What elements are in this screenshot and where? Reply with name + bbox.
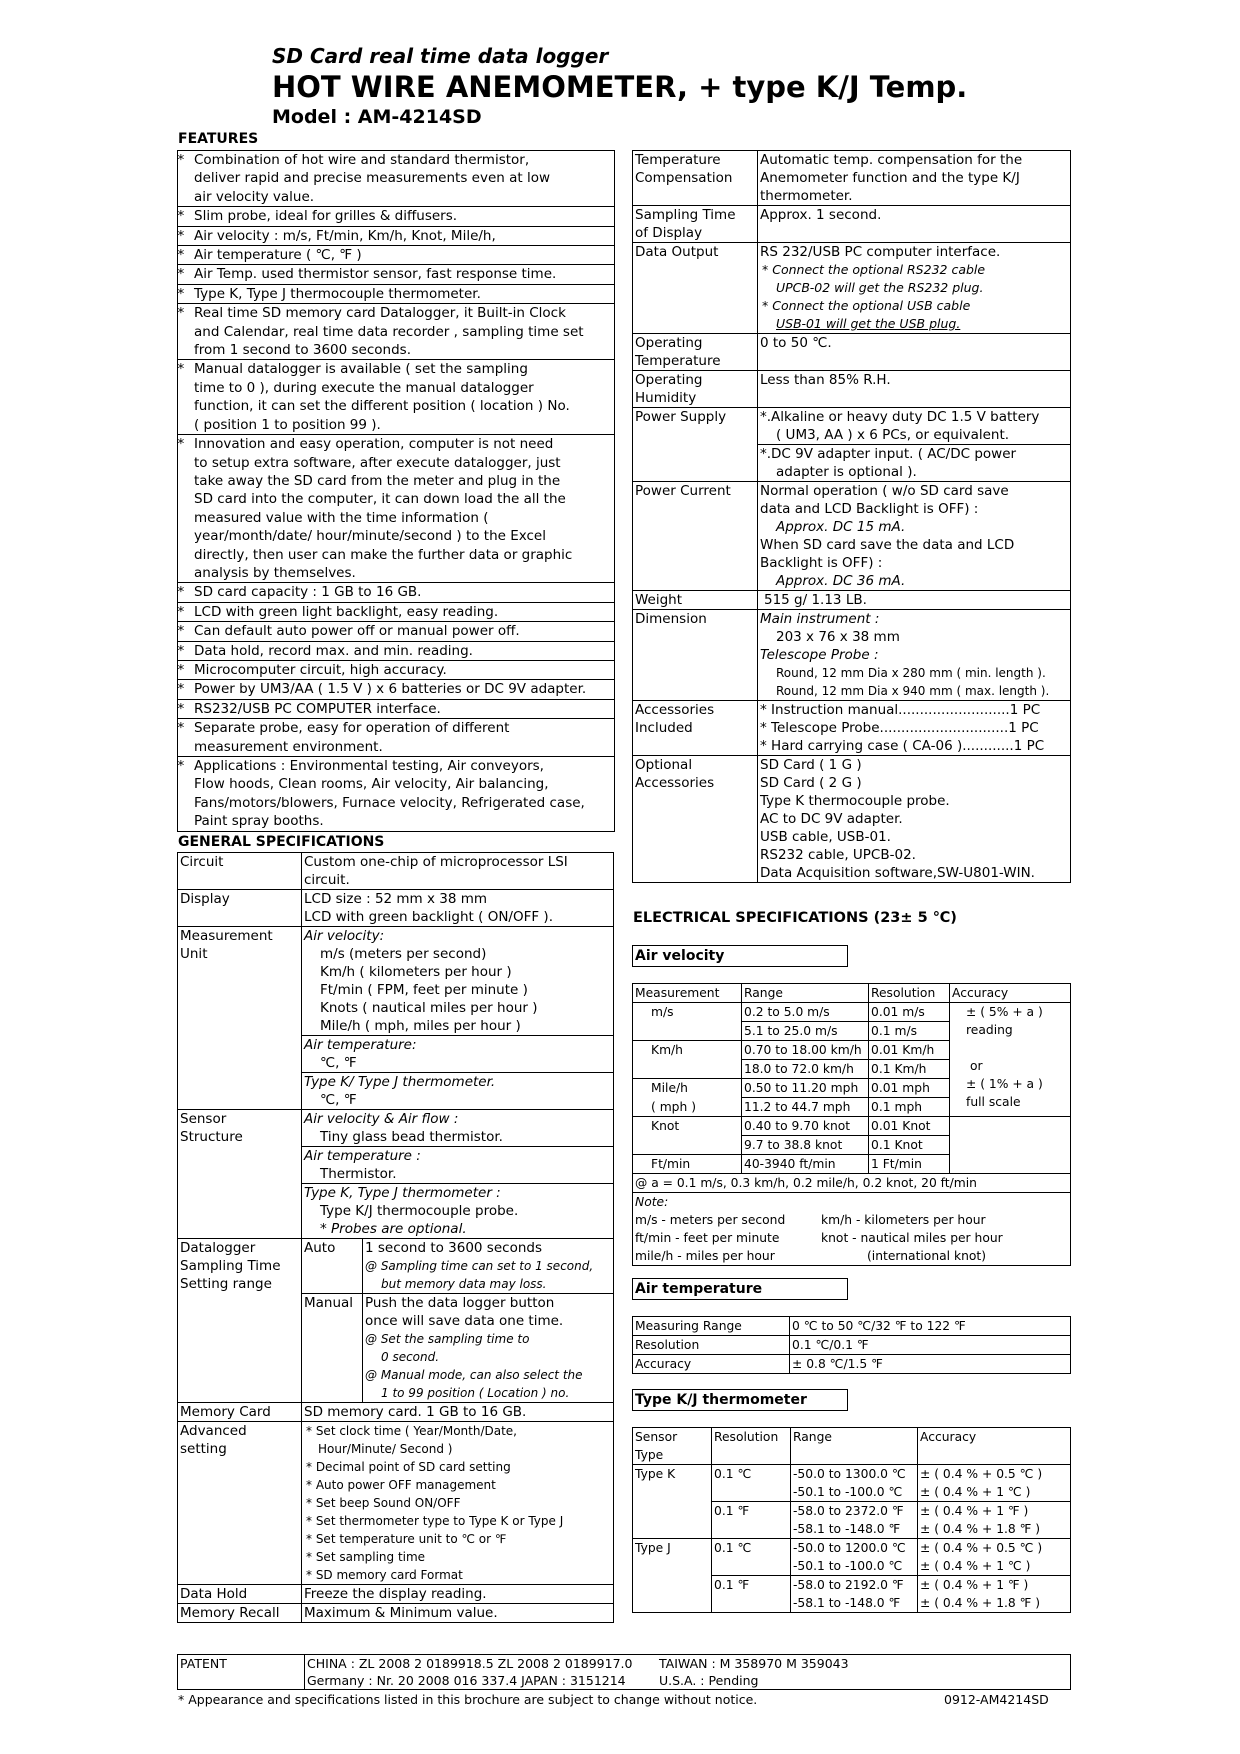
feature-text: * Slim probe, ideal for grilles & diffusers. — [178, 207, 615, 226]
spec-sublabel: Auto — [302, 1239, 363, 1294]
av-cell: Knot — [633, 1117, 742, 1136]
feature-text: * RS232/USB PC COMPUTER interface. — [178, 699, 615, 718]
features-table — [177, 150, 615, 832]
spec-label: Weight — [633, 591, 758, 610]
feature-text: * Innovation and easy operation, computer is not need to setup extra software, after execute datalogger, just take away the SD card from the meter and plug in the SD card into the computer, it can down load the all the measured value with the time information ( year/month/date/ hour/minute/second ) to the Excel directly, then user can make the further data or graphic analysis by themselves. — [178, 435, 615, 583]
feature-item — [178, 304, 615, 360]
feature-text: * SD card capacity : 1 GB to 16 GB. — [178, 583, 615, 602]
feature-item — [178, 435, 615, 583]
air-velocity-label: Air velocity — [632, 945, 848, 967]
av-header: Measurement — [633, 984, 742, 1003]
feature-item — [178, 246, 615, 265]
spec-value: Air temperature: ℃, ℉ — [302, 1036, 614, 1073]
av-header: Resolution — [869, 984, 950, 1003]
feature-item — [178, 699, 615, 718]
spec-label: Power Current — [633, 482, 758, 591]
av-cell — [633, 1136, 742, 1155]
feature-text: * Power by UM3/AA ( 1.5 V ) x 6 batteries or DC 9V adapter. — [178, 680, 615, 699]
bullet-star: * — [177, 720, 185, 737]
av-footnote-row — [633, 1174, 1071, 1193]
av-row — [633, 1003, 1071, 1022]
spec-row-temp-comp — [633, 151, 1071, 206]
av-cell: Ft/min — [633, 1155, 742, 1174]
tc-sensor-type: Type J — [633, 1539, 712, 1613]
spec-row-power — [633, 408, 1071, 445]
general-spec-table — [177, 852, 614, 1623]
feature-item — [178, 641, 615, 660]
av-cell — [633, 1060, 742, 1079]
patent-label: PATENT — [178, 1655, 305, 1690]
tc-header-row — [633, 1428, 1071, 1465]
tc-range: -58.0 to 2372.0 ℉ — [791, 1502, 918, 1521]
tc-row — [633, 1539, 1071, 1558]
spec-value: Custom one-chip of microprocessor LSI circuit. — [302, 853, 614, 890]
av-cell: 0.2 to 5.0 m/s — [742, 1003, 869, 1022]
spec-row-output — [633, 243, 1071, 334]
tc-accuracy: ± ( 0.4 % + 1 ℃ ) — [918, 1483, 1071, 1502]
spec-row-current — [633, 482, 1071, 591]
av-cell: 0.01 Knot — [869, 1117, 950, 1136]
av-cell: 18.0 to 72.0 km/h — [742, 1060, 869, 1079]
spec-value: 0 to 50 ℃. — [758, 334, 1071, 371]
air-temp-table — [632, 1316, 1071, 1374]
spec-row-weight — [633, 591, 1071, 610]
av-cell: 0.1 Knot — [869, 1136, 950, 1155]
features-heading: FEATURES — [178, 131, 259, 147]
at-row: Resolution 0.1 ℃/0.1 ℉ — [633, 1336, 1071, 1355]
spec-label: Data Hold — [178, 1585, 302, 1604]
spec-label: Display — [178, 890, 302, 927]
av-cell — [633, 1022, 742, 1041]
tc-range: -50.0 to 1300.0 ℃ — [791, 1465, 918, 1484]
av-header-row — [633, 984, 1071, 1003]
bullet-star: * — [177, 436, 185, 453]
tc-range: -50.1 to -100.0 ℃ — [791, 1557, 918, 1576]
electrical-heading: ELECTRICAL SPECIFICATIONS (23± 5 ℃) — [633, 910, 957, 926]
spec-value: 1 second to 3600 seconds @ Sampling time can set to 1 second, but memory data may loss. — [363, 1239, 614, 1294]
feature-item — [178, 583, 615, 602]
feature-text: * Data hold, record max. and min. reading. — [178, 641, 615, 660]
spec-label: Optional Accessories — [633, 756, 758, 883]
spec-label: Accessories Included — [633, 701, 758, 756]
spec-row-circuit — [178, 853, 614, 890]
feature-text: * Real time SD memory card Datalogger, it Built-in Clock and Calendar, real time data recorder , sampling time set from 1 second to 3600 seconds. — [178, 304, 615, 360]
av-footnote: @ a = 0.1 m/s, 0.3 km/h, 0.2 mile/h, 0.2 knot, 20 ft/min — [633, 1174, 1071, 1193]
bullet-star: * — [177, 208, 185, 225]
spec-label: Operating Temperature — [633, 334, 758, 371]
spec-label: Memory Recall — [178, 1604, 302, 1623]
header-title: HOT WIRE ANEMOMETER, + type K/J Temp. — [272, 70, 968, 104]
spec-value: Normal operation ( w/o SD card save data and LCD Backlight is OFF) : Approx. DC 15 mA. When SD card save the data and LCD Backlight is OFF) : Approx. DC 36 mA. — [758, 482, 1071, 591]
feature-item — [178, 284, 615, 303]
av-cell: 0.1 Km/h — [869, 1060, 950, 1079]
patent-row — [178, 1655, 1071, 1690]
spec-value: SD Card ( 1 G ) SD Card ( 2 G ) Type K thermocouple probe. AC to DC 9V adapter. USB cable, USB-01. RS232 cable, UPCB-02. Data Acquisition software,SW-U801-WIN. — [758, 756, 1071, 883]
spec-label: Power Supply — [633, 408, 758, 482]
av-cell: 0.01 mph — [869, 1079, 950, 1098]
general-spec-heading: GENERAL SPECIFICATIONS — [178, 834, 385, 850]
av-cell: 0.01 Km/h — [869, 1041, 950, 1060]
spec-row-sensor-av — [178, 1110, 614, 1147]
spec-value: *.Alkaline or heavy duty DC 1.5 V battery ( UM3, AA ) x 6 PCs, or equivalent. — [758, 408, 1071, 445]
av-cell: m/s — [633, 1003, 742, 1022]
tc-range: -58.0 to 2192.0 ℉ — [791, 1576, 918, 1595]
bullet-star: * — [177, 305, 185, 322]
footer-code: 0912-AM4214SD — [944, 1692, 1049, 1707]
av-accuracy-empty — [950, 1117, 1071, 1174]
spec-value: Type K/ Type J thermometer. ℃, ℉ — [302, 1073, 614, 1110]
spec-value: Push the data logger button once will save data one time. @ Set the sampling time to 0 second. @ Manual mode, can also select the 1 to 99 position ( Location ) no. — [363, 1294, 614, 1403]
tc-range: -50.1 to -100.0 ℃ — [791, 1483, 918, 1502]
bullet-star: * — [177, 584, 185, 601]
patent-value: CHINA : ZL 2008 2 0189918.5 ZL 2008 2 0189917.0 TAIWAN : M 358970 M 359043 Germany : Nr. 20 2008 016 337.4 JAPAN : 3151214 U.S.A. : Pending — [305, 1655, 1071, 1690]
bullet-star: * — [177, 266, 185, 283]
bullet-star: * — [177, 700, 185, 717]
spec-value: * Set clock time ( Year/Month/Date, Hour/Minute/ Second ) * Decimal point of SD card setting * Auto power OFF management * Set beep Sound ON/OFF * Set thermometer type to Type K or Type J * Set temperature unit to ℃ or ℉ * Set sampling time * SD memory card Format — [302, 1422, 614, 1585]
spec-row-optional — [633, 756, 1071, 883]
av-cell: 0.01 m/s — [869, 1003, 950, 1022]
bullet-star: * — [177, 227, 185, 244]
feature-text: * LCD with green light backlight, easy reading. — [178, 602, 615, 621]
spec-row-hold — [178, 1585, 614, 1604]
spec-value: Less than 85% R.H. — [758, 371, 1071, 408]
feature-item — [178, 719, 615, 757]
av-cell: 11.2 to 44.7 mph — [742, 1098, 869, 1117]
spec-value: Approx. 1 second. — [758, 206, 1071, 243]
feature-item — [178, 660, 615, 679]
bullet-star: * — [177, 247, 185, 264]
av-cell: 0.1 m/s — [869, 1022, 950, 1041]
spec-value: RS 232/USB PC computer interface. * Connect the optional RS232 cable UPCB-02 will get the RS232 plug. * Connect the optional USB cable USB-01 will get the USB plug. — [758, 243, 1071, 334]
av-cell: 0.1 mph — [869, 1098, 950, 1117]
at-row: Accuracy ± 0.8 ℃/1.5 ℉ — [633, 1355, 1071, 1374]
spec-row-dimension — [633, 610, 1071, 701]
spec-value: Maximum & Minimum value. — [302, 1604, 614, 1623]
spec-sublabel: Manual — [302, 1294, 363, 1403]
feature-item — [178, 265, 615, 284]
spec-row-op-temp — [633, 334, 1071, 371]
bullet-star: * — [177, 642, 185, 659]
av-cell: Mile/h — [633, 1079, 742, 1098]
tc-resolution: 0.1 ℉ — [712, 1576, 791, 1613]
spec-label: Operating Humidity — [633, 371, 758, 408]
spec-row-op-hum — [633, 371, 1071, 408]
av-cell: 5.1 to 25.0 m/s — [742, 1022, 869, 1041]
spec-label: Data Output — [633, 243, 758, 334]
bullet-star: * — [177, 361, 185, 378]
spec-row-advanced — [178, 1422, 614, 1585]
tc-range: -58.1 to -148.0 ℉ — [791, 1520, 918, 1539]
right-spec-table — [632, 150, 1071, 883]
av-cell: 0.70 to 18.00 km/h — [742, 1041, 869, 1060]
spec-value: Air velocity & Air flow : Tiny glass bead thermistor. — [302, 1110, 614, 1147]
spec-value: Air velocity: m/s (meters per second) Km/h ( kilometers per hour ) Ft/min ( FPM, feet per minute ) Knots ( nautical miles per hour ) Mile/h ( mph, miles per hour ) — [302, 927, 614, 1036]
thermocouple-table — [632, 1427, 1071, 1613]
feature-item — [178, 757, 615, 832]
av-accuracy: ± ( 5% + a ) reading or ± ( 1% + a ) full scale — [950, 1003, 1071, 1117]
air-velocity-table — [632, 983, 1071, 1266]
spec-value: *.DC 9V adapter input. ( AC/DC power adapter is optional ). — [758, 445, 1071, 482]
spec-label: Circuit — [178, 853, 302, 890]
footer-notice: * Appearance and specifications listed in this brochure are subject to change without notice. — [178, 1692, 758, 1707]
spec-value: Main instrument : 203 x 76 x 38 mm Telescope Probe : Round, 12 mm Dia x 280 mm ( min. length ). Round, 12 mm Dia x 940 mm ( max. length ). — [758, 610, 1071, 701]
feature-item — [178, 602, 615, 621]
feature-text: * Microcomputer circuit, high accuracy. — [178, 660, 615, 679]
spec-label: Advanced setting — [178, 1422, 302, 1585]
av-cell: 40-3940 ft/min — [742, 1155, 869, 1174]
feature-item — [178, 151, 615, 207]
av-header: Accuracy — [950, 984, 1071, 1003]
tc-label: Type K/J thermometer — [632, 1389, 848, 1411]
av-notes-row — [633, 1193, 1071, 1266]
spec-value: * Instruction manual..........................1 PC * Telescope Probe..............................1 PC * Hard carrying case ( CA-06 )............1 PC — [758, 701, 1071, 756]
patent-table — [177, 1654, 1071, 1690]
feature-text: * Applications : Environmental testing, Air conveyors, Flow hoods, Clean rooms, Air velocity, Air balancing, Fans/motors/blowers, Furnace velocity, Refrigerated case, Paint spray booths. — [178, 757, 615, 832]
feature-text: * Separate probe, easy for operation of different measurement environment. — [178, 719, 615, 757]
spec-label: Measurement Unit — [178, 927, 302, 1110]
tc-accuracy: ± ( 0.4 % + 0.5 ℃ ) — [918, 1539, 1071, 1558]
feature-text: * Can default auto power off or manual power off. — [178, 622, 615, 641]
bullet-star: * — [177, 285, 185, 302]
spec-label: Datalogger Sampling Time Setting range — [178, 1239, 302, 1403]
feature-text: * Air Temp. used thermistor sensor, fast response time. — [178, 265, 615, 284]
spec-label: Dimension — [633, 610, 758, 701]
av-cell: 9.7 to 38.8 knot — [742, 1136, 869, 1155]
spec-row-sampling — [633, 206, 1071, 243]
spec-label: Sensor Structure — [178, 1110, 302, 1239]
av-cell: Km/h — [633, 1041, 742, 1060]
spec-value: SD memory card. 1 GB to 16 GB. — [302, 1403, 614, 1422]
feature-item — [178, 207, 615, 226]
av-cell: 0.40 to 9.70 knot — [742, 1117, 869, 1136]
spec-row-display — [178, 890, 614, 927]
av-notes: Note: m/s - meters per second km/h - kilometers per hour ft/min - feet per minute knot - nautical miles per hour mile/h - miles per hour (international knot) — [633, 1193, 1071, 1266]
header-model: Model : AM-4214SD — [272, 106, 482, 128]
spec-value: Freeze the display reading. — [302, 1585, 614, 1604]
tc-accuracy: ± ( 0.4 % + 1.8 ℉ ) — [918, 1520, 1071, 1539]
air-temp-label: Air temperature — [632, 1278, 848, 1300]
tc-header: Resolution — [712, 1428, 791, 1465]
spec-value: Type K, Type J thermometer : Type K/J thermocouple probe. * Probes are optional. — [302, 1184, 614, 1239]
spec-row-unit-av — [178, 927, 614, 1036]
tc-header: Sensor Type — [633, 1428, 712, 1465]
feature-item — [178, 360, 615, 435]
spec-row-recall — [178, 1604, 614, 1623]
feature-text: * Combination of hot wire and standard thermistor, deliver rapid and precise measurements even at low air velocity value. — [178, 151, 615, 207]
tc-resolution: 0.1 ℃ — [712, 1539, 791, 1576]
tc-accuracy: ± ( 0.4 % + 1 ℉ ) — [918, 1502, 1071, 1521]
feature-item — [178, 226, 615, 245]
bullet-star: * — [177, 603, 185, 620]
tc-row — [633, 1465, 1071, 1484]
feature-text: * Air velocity : m/s, Ft/min, Km/h, Knot, Mile/h, — [178, 226, 615, 245]
bullet-star: * — [177, 623, 185, 640]
at-row: Measuring Range 0 ℃ to 50 ℃/32 ℉ to 122 ℉ — [633, 1317, 1071, 1336]
spec-label: Temperature Compensation — [633, 151, 758, 206]
av-header: Range — [742, 984, 869, 1003]
tc-sensor-type: Type K — [633, 1465, 712, 1539]
tc-header: Accuracy — [918, 1428, 1071, 1465]
tc-header: Range — [791, 1428, 918, 1465]
spec-row-memcard — [178, 1403, 614, 1422]
tc-resolution: 0.1 ℃ — [712, 1465, 791, 1502]
bullet-star: * — [177, 681, 185, 698]
header-subtitle: SD Card real time data logger — [272, 44, 609, 68]
tc-accuracy: ± ( 0.4 % + 1 ℉ ) — [918, 1576, 1071, 1595]
feature-text: * Manual datalogger is available ( set the sampling time to 0 ), during execute the manual datalogger function, it can set the different position ( location ) No. ( position 1 to position 99 ). — [178, 360, 615, 435]
av-cell: 0.50 to 11.20 mph — [742, 1079, 869, 1098]
tc-accuracy: ± ( 0.4 % + 1.8 ℉ ) — [918, 1594, 1071, 1613]
av-row — [633, 1117, 1071, 1136]
av-cell: 1 Ft/min — [869, 1155, 950, 1174]
tc-accuracy: ± ( 0.4 % + 1 ℃ ) — [918, 1557, 1071, 1576]
tc-range: -58.1 to -148.0 ℉ — [791, 1594, 918, 1613]
spec-value: Automatic temp. compensation for the Anemometer function and the type K/J thermometer. — [758, 151, 1071, 206]
spec-row-datalogger-auto — [178, 1239, 614, 1294]
bullet-star: * — [177, 152, 185, 168]
bullet-star: * — [177, 758, 185, 774]
spec-value: 515 g/ 1.13 LB. — [758, 591, 1071, 610]
spec-value: LCD size : 52 mm x 38 mm LCD with green backlight ( ON/OFF ). — [302, 890, 614, 927]
spec-label: Sampling Time of Display — [633, 206, 758, 243]
spec-value: Air temperature : Thermistor. — [302, 1147, 614, 1184]
tc-resolution: 0.1 ℉ — [712, 1502, 791, 1539]
spec-row-accessories — [633, 701, 1071, 756]
feature-text: * Type K, Type J thermocouple thermometer. — [178, 284, 615, 303]
av-cell: ( mph ) — [633, 1098, 742, 1117]
feature-item — [178, 680, 615, 699]
tc-accuracy: ± ( 0.4 % + 0.5 ℃ ) — [918, 1465, 1071, 1484]
tc-range: -50.0 to 1200.0 ℃ — [791, 1539, 918, 1558]
bullet-star: * — [177, 661, 185, 678]
feature-item — [178, 622, 615, 641]
spec-label: Memory Card — [178, 1403, 302, 1422]
feature-text: * Air temperature ( ℃, ℉ ) — [178, 246, 615, 265]
